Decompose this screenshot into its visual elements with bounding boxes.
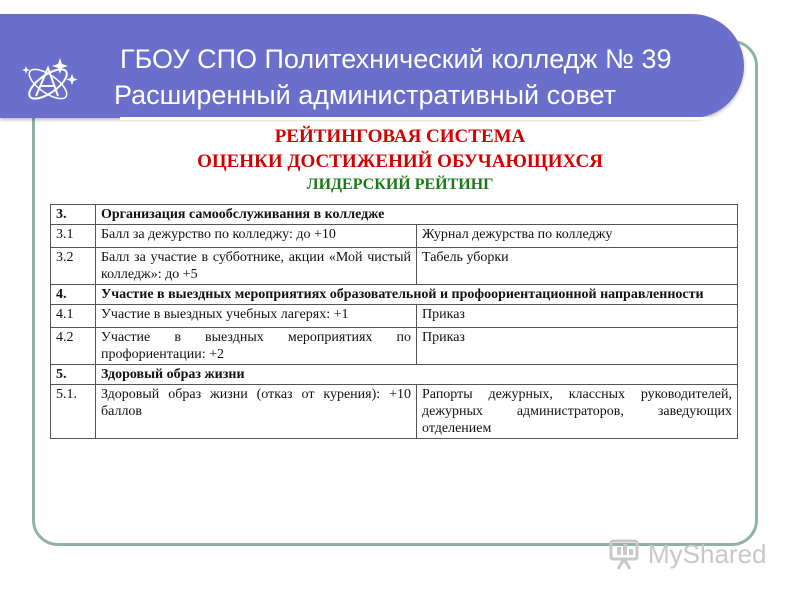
watermark-text: MyShared: [648, 538, 767, 569]
row-number: 3.: [51, 205, 96, 225]
criterion-cell: Участие в выездных учебных лагерях: +1: [96, 305, 417, 328]
table-row: [51, 285, 738, 305]
table-row: [51, 328, 738, 365]
source-cell: Приказ: [417, 328, 738, 365]
heading-achievements: ОЦЕНКИ ДОСТИЖЕНИЙ ОБУЧАЮЩИХСЯ: [197, 151, 603, 172]
criterion-cell: Балл за участие в субботнике, акции «Мой чистый колледж»: до +5: [96, 248, 417, 285]
source-cell: Приказ: [417, 305, 738, 328]
heading-leader-rating: ЛИДЕРСКИЙ РЕЙТИНГ: [306, 176, 494, 193]
section-title: Участие в выездных мероприятиях образовательной и профоориентационной направленности: [96, 285, 738, 305]
row-number: 5.: [51, 365, 96, 385]
header-subtitle: Расширенный административный совет: [114, 80, 616, 110]
row-number: 5.1.: [51, 385, 96, 439]
section-title: Организация самообслуживания в колледже: [96, 205, 738, 225]
rating-table: [50, 204, 738, 439]
table-row: [51, 205, 738, 225]
row-number: 4.2: [51, 328, 96, 365]
myshared-logo-icon: [608, 537, 642, 571]
row-number: 3.1: [51, 225, 96, 248]
table-row: [51, 365, 738, 385]
row-number: 3.2: [51, 248, 96, 285]
table-row: [51, 225, 738, 248]
table-row: [51, 305, 738, 328]
criterion-cell: Балл за дежурство по колледжу: до +10: [96, 225, 417, 248]
heading-rating-system: РЕЙТИНГОВАЯ СИСТЕМА: [274, 126, 526, 147]
criterion-cell: Здоровый образ жизни (отказ от курения): +10 баллов: [96, 385, 417, 439]
table-row: [51, 248, 738, 285]
source-cell: Табель уборки: [417, 248, 738, 285]
row-number: 4.1: [51, 305, 96, 328]
college-logo-icon: [14, 44, 86, 116]
source-cell: Рапорты дежурных, классных руководителей, дежурных администраторов, заведующих отделением: [417, 385, 738, 439]
section-title: Здоровый образ жизни: [96, 365, 738, 385]
header-title: ГБОУ СПО Политехнический колледж № 39: [120, 44, 672, 74]
banner-divider: [120, 117, 710, 120]
source-cell: Журнал дежурства по колледжу: [417, 225, 738, 248]
header-banner: [0, 14, 744, 118]
criterion-cell: Участие в выездных мероприятиях по профориентации: +2: [96, 328, 417, 365]
row-number: 4.: [51, 285, 96, 305]
watermark: [608, 534, 767, 574]
table-row: [51, 385, 738, 439]
